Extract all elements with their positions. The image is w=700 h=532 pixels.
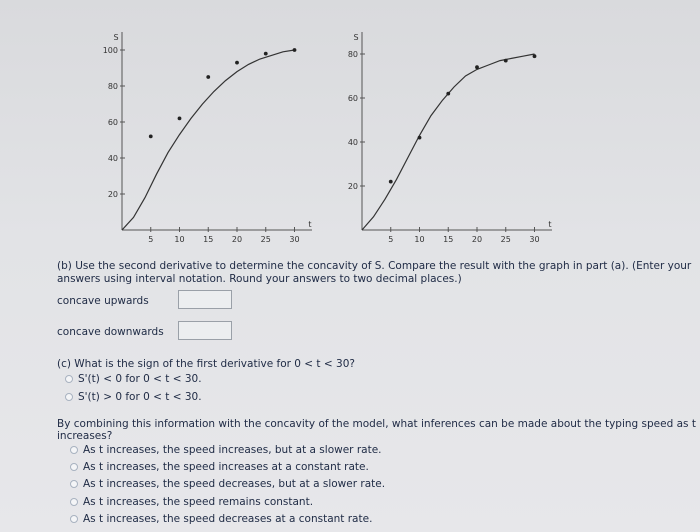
- x-tick-label: 15: [203, 235, 214, 244]
- x-tick-label: 30: [529, 235, 540, 244]
- part-d-prompt-line1: By combining this information with the concavity of the model, what inferences can be made about the typing speed as t: [57, 418, 696, 430]
- y-tick-label: 40: [347, 138, 358, 147]
- graph-left: [96, 24, 316, 254]
- part-c-prompt: (c) What is the sign of the first derivative for 0 < t < 30?: [57, 358, 355, 370]
- data-point: [178, 117, 182, 121]
- part-d-option-2[interactable]: [70, 461, 369, 473]
- data-point: [475, 65, 479, 69]
- concave-upwards-input[interactable]: [178, 290, 232, 309]
- y-tick-label: 40: [107, 154, 118, 163]
- data-point: [533, 54, 537, 58]
- part-d-prompt-line2: increases?: [57, 430, 113, 442]
- radio-button[interactable]: [70, 498, 78, 506]
- option-label: As t increases, the speed decreases, but at a slower rate.: [83, 478, 386, 490]
- x-tick-label: 20: [471, 235, 483, 244]
- radio-button[interactable]: [70, 463, 78, 471]
- x-tick-label: 15: [443, 235, 454, 244]
- part-d-option-3[interactable]: [70, 478, 385, 490]
- y-tick-label: 20: [347, 182, 358, 191]
- concave-downwards-label: concave downwards: [57, 326, 164, 338]
- data-point: [293, 48, 297, 52]
- data-point: [504, 59, 508, 63]
- graph-right: [336, 24, 556, 254]
- radio-button[interactable]: [65, 375, 73, 383]
- x-axis-label: t: [548, 220, 552, 229]
- x-tick-label: 30: [289, 235, 300, 244]
- part-c-option-2[interactable]: [65, 391, 202, 403]
- y-tick-label: 20: [107, 190, 118, 199]
- data-point: [149, 135, 153, 139]
- part-d-option-5[interactable]: [70, 513, 372, 525]
- data-point: [418, 136, 422, 140]
- data-point: [264, 52, 268, 56]
- radio-button[interactable]: [70, 446, 78, 454]
- option-label: S'(t) > 0 for 0 < t < 30.: [78, 391, 202, 403]
- x-tick-label: 25: [260, 235, 271, 244]
- concave-upwards-label: concave upwards: [57, 295, 149, 307]
- y-axis-label: S: [113, 33, 119, 42]
- option-label: As t increases, the speed decreases at a constant rate.: [83, 513, 373, 525]
- y-tick-label: 60: [107, 118, 118, 127]
- y-tick-label: 60: [347, 94, 358, 103]
- concave-downwards-input[interactable]: [178, 321, 232, 340]
- radio-button[interactable]: [70, 515, 78, 523]
- radio-button[interactable]: [65, 393, 73, 401]
- y-tick-label: 80: [347, 50, 358, 59]
- option-label: S'(t) < 0 for 0 < t < 30.: [78, 373, 202, 385]
- data-point: [446, 92, 450, 96]
- x-tick-label: 5: [148, 235, 154, 244]
- x-tick-label: 5: [388, 235, 394, 244]
- x-tick-label: 25: [500, 235, 511, 244]
- radio-button[interactable]: [70, 480, 78, 488]
- x-tick-label: 10: [414, 235, 425, 244]
- part-d-option-1[interactable]: [70, 444, 382, 456]
- model-curve: [362, 54, 535, 230]
- part-b-prompt-line1: (b) Use the second derivative to determine the concavity of S. Compare the result with the graph in part (a). (Enter your: [57, 260, 692, 272]
- x-tick-label: 10: [174, 235, 185, 244]
- graph-right-svg: [336, 24, 556, 254]
- data-point: [206, 75, 210, 79]
- x-tick-label: 20: [231, 235, 243, 244]
- y-axis-label: S: [353, 33, 359, 42]
- option-label: As t increases, the speed increases, but at a slower rate.: [83, 444, 382, 456]
- part-c-option-1[interactable]: [65, 373, 202, 385]
- data-point: [235, 61, 239, 65]
- x-axis-label: t: [308, 220, 312, 229]
- y-tick-label: 100: [102, 46, 118, 55]
- y-tick-label: 80: [107, 82, 118, 91]
- option-label: As t increases, the speed increases at a constant rate.: [83, 461, 369, 473]
- data-point: [389, 180, 393, 184]
- part-d-option-4[interactable]: [70, 496, 313, 508]
- option-label: As t increases, the speed remains constant.: [83, 496, 314, 508]
- part-b-prompt-line2: answers using interval notation. Round your answers to two decimal places.): [57, 273, 462, 285]
- graph-left-svg: [96, 24, 316, 254]
